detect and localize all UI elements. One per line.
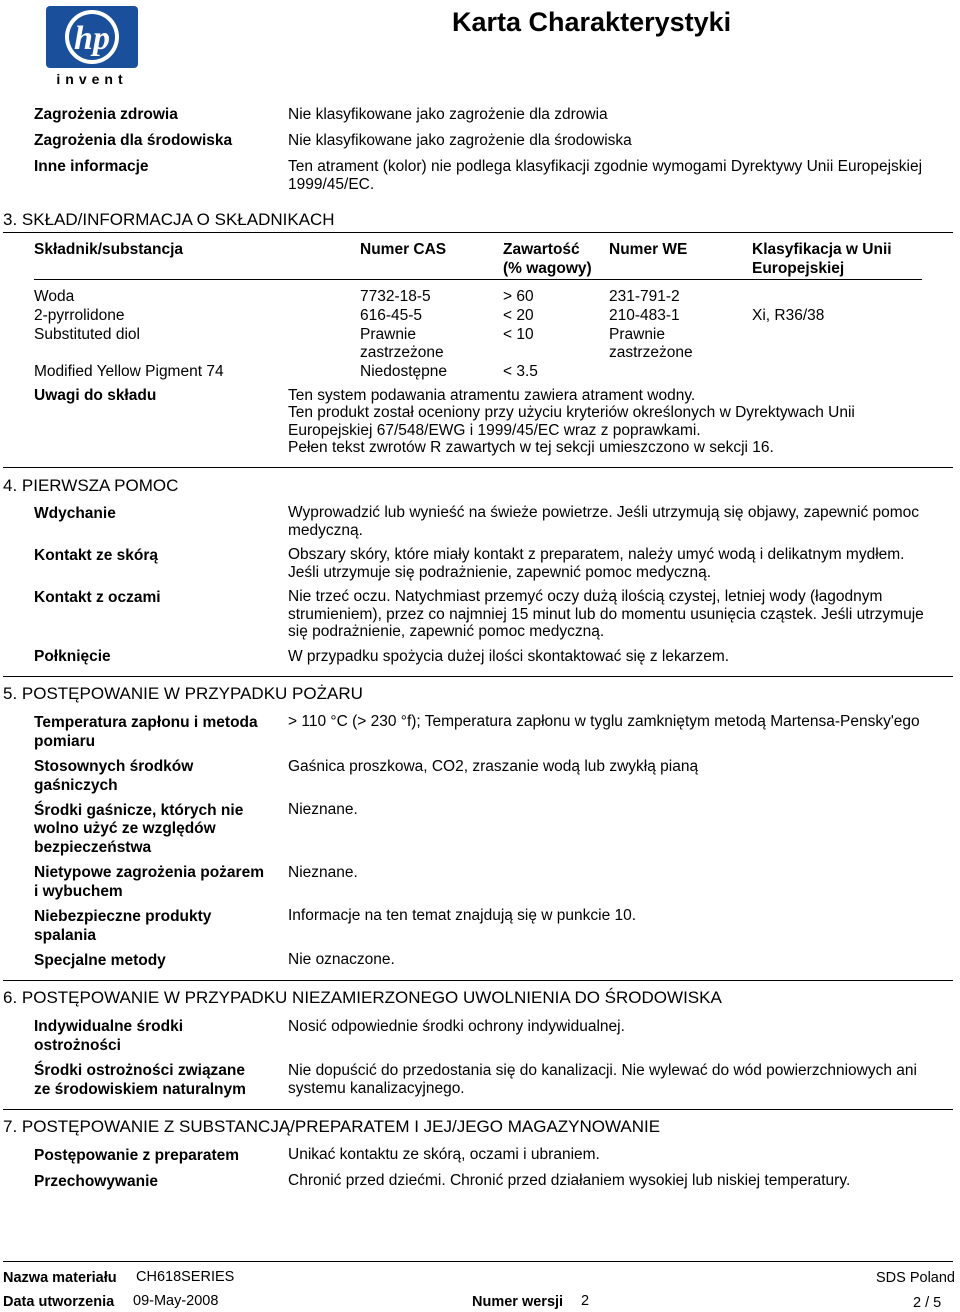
section-7-title: 7. POSTĘPOWANIE Z SUBSTANCJĄ/PREPARATEM I JEJ/JEGO MAGAZYNOWANIE — [3, 1117, 661, 1136]
label-flash-point-2: pomiaru — [34, 733, 96, 750]
cell-content: < 10 — [503, 326, 534, 343]
flash-point-value: > 110 °C (> 230 °f); Temperatura zapłonu w tyglu zamkniętym metodą Martensa-Pensky'ego — [288, 713, 920, 730]
label-unsuitable-extinguishing-3: bezpieczeństwa — [34, 839, 152, 856]
section-6-title: 6. POSTĘPOWANIE W PRZYPADKU NIEZAMIERZONEGO UWOLNIENIA DO ŚRODOWISKA — [3, 988, 722, 1007]
cell-cas: Prawnie — [360, 326, 416, 343]
footer-version-label: Numer wersji — [472, 1294, 564, 1310]
label-ingestion: Połknięcie — [34, 648, 111, 665]
cell-name: Substituted diol — [34, 326, 140, 343]
footer-version-value: 2 — [581, 1293, 590, 1309]
cell-name: Woda — [34, 288, 75, 305]
label-env-hazard: Zagrożenia dla środowiska — [34, 132, 233, 149]
logo-tagline: invent — [56, 71, 128, 86]
label-storage: Przechowywanie — [34, 1173, 159, 1190]
section-5-title: 5. POSTĘPOWANIE W PRZYPADKU POŻARU — [3, 684, 363, 703]
ingestion-text: W przypadku spożycia dużej ilości skontaktować się z lekarzem. — [288, 648, 730, 665]
label-environmental-precautions: Środki ostrożności związane — [34, 1062, 246, 1079]
label-skin-contact: Kontakt ze skórą — [34, 547, 159, 564]
value-other-info-line1: Ten atrament (kolor) nie podlega klasyfikacji zgodnie wymogami Dyrektywy Unii Europejskiej — [288, 158, 923, 175]
label-environmental-precautions-2: ze środowiskiem naturalnym — [34, 1081, 246, 1098]
composition-note: Ten system podawania atramentu zawiera atrament wodny. — [288, 387, 696, 404]
cell-we: Prawnie — [609, 326, 665, 343]
handling-value: Unikać kontaktu ze skórą, oczami i ubraniem. — [288, 1146, 600, 1163]
storage-value: Chronić przed dziećmi. Chronić przed działaniem wysokiej lub niskiej temperatury. — [288, 1172, 851, 1189]
cell-name: 2-pyrrolidone — [34, 307, 125, 324]
inhalation-text: medyczną. — [288, 522, 363, 539]
label-unusual-hazards: Nietypowe zagrożenia pożarem — [34, 864, 264, 881]
environmental-precautions-value: systemu kanalizacyjnego. — [288, 1080, 465, 1097]
footer-page-number: 2 / 5 — [913, 1295, 942, 1311]
section-4-top-rule — [3, 467, 953, 468]
combustion-products-value: Informacje na ten temat znajdują się w punkcie 10. — [288, 907, 637, 924]
section-7-top-rule — [3, 1109, 953, 1110]
cell-content: < 3.5 — [503, 363, 538, 380]
footer-region: SDS Poland — [876, 1270, 955, 1286]
section-5-top-rule — [3, 676, 953, 677]
label-combustion-products-2: spalania — [34, 927, 97, 944]
eye-contact-text: Nie trzeć oczu. Natychmiast przemyć oczy dużą ilością czystej, letniej wody (łagodnym — [288, 588, 883, 605]
cell-we: 231-791-2 — [609, 288, 680, 305]
skin-contact-text: Obszary skóry, które miały kontakt z preparatem, należy umyć wodą i delikatnym mydłem. — [288, 546, 905, 563]
cell-we-line2: zastrzeżone — [609, 344, 693, 361]
cell-cas: Niedostępne — [360, 363, 448, 380]
footer-created-label: Data utworzenia — [3, 1294, 115, 1310]
col-header-content-unit: (% wagowy) — [503, 260, 592, 277]
label-unsuitable-extinguishing-2: wolno użyć ze względów — [34, 820, 216, 837]
value-env-hazard: Nie klasyfikowane jako zagrożenie dla środowiska — [288, 132, 632, 149]
col-header-we: Numer WE — [609, 241, 688, 258]
unusual-hazards-value: Nieznane. — [288, 864, 358, 881]
unsuitable-extinguishing-value: Nieznane. — [288, 801, 358, 818]
cell-we: 210-483-1 — [609, 307, 680, 324]
label-inhalation: Wdychanie — [34, 505, 116, 522]
cell-cas-line2: zastrzeżone — [360, 344, 444, 361]
document-title: Karta Charakterystyki — [452, 7, 732, 37]
inhalation-text: Wyprowadzić lub wynieść na świeże powietrze. Jeśli utrzymują się objawy, zapewnić pomoc — [288, 504, 920, 521]
label-suitable-extinguishing-2: gaśniczych — [34, 777, 118, 794]
environmental-precautions-value: Nie dopuścić do przedostania się do kanalizacji. Nie wylewać do wód powierzchniowych ani — [288, 1062, 917, 1079]
skin-contact-text: Jeśli utrzymuje się podrażnienie, zapewnić pomoc medyczną. — [288, 564, 712, 581]
label-composition-notes: Uwagi do składu — [34, 387, 157, 404]
eye-contact-text: strumieniem), przez co najmniej 15 minut lub do momentu usunięcia cząstek. Jeśli utrzymuje — [288, 606, 924, 623]
suitable-extinguishing-value: Gaśnica proszkowa, CO2, zraszanie wodą lub zwykłą pianą — [288, 758, 699, 775]
value-health-hazard: Nie klasyfikowane jako zagrożenie dla zdrowia — [288, 106, 608, 123]
label-suitable-extinguishing: Stosownych środków — [34, 758, 194, 775]
composition-note: Pełen tekst zwrotów R zawartych w tej sekcji umieszczono w sekcji 16. — [288, 439, 774, 456]
composition-note: Europejskiej 67/548/EWG i 1999/45/EC wraz z poprawkami. — [288, 422, 701, 439]
special-methods-value: Nie oznaczone. — [288, 951, 395, 968]
footer-material-value: CH618SERIES — [136, 1269, 235, 1285]
personal-precautions-value: Nosić odpowiednie środki ochrony indywidualnej. — [288, 1018, 625, 1035]
label-combustion-products: Niebezpieczne produkty — [34, 908, 212, 925]
footer-rule — [3, 1261, 953, 1262]
cell-cas: 7732-18-5 — [360, 288, 431, 305]
label-handling: Postępowanie z preparatem — [34, 1147, 240, 1164]
value-other-info-line2: 1999/45/EC. — [288, 176, 375, 193]
eye-contact-text: się podrażnienie, zapewnić pomoc medyczną. — [288, 623, 605, 640]
footer-created-value: 09-May-2008 — [133, 1293, 219, 1309]
cell-content: > 60 — [503, 288, 534, 305]
label-personal-precautions-2: ostrożności — [34, 1037, 121, 1054]
logo-mark: hp — [74, 20, 110, 57]
footer-material-label: Nazwa materiału — [3, 1270, 117, 1286]
label-unsuitable-extinguishing: Środki gaśnicze, których nie — [34, 802, 244, 819]
label-eye-contact: Kontakt z oczami — [34, 589, 161, 606]
label-unusual-hazards-2: i wybuchem — [34, 883, 123, 900]
col-header-class-2: Europejskiej — [752, 260, 845, 277]
label-special-methods: Specjalne metody — [34, 952, 166, 969]
section-3-rule — [3, 232, 953, 233]
col-header-content: Zawartość — [503, 241, 580, 258]
section-4-title: 4. PIERWSZA POMOC — [3, 476, 179, 495]
cell-name: Modified Yellow Pigment 74 — [34, 363, 224, 380]
hp-logo — [44, 6, 140, 86]
label-flash-point: Temperatura zapłonu i metoda — [34, 714, 258, 731]
label-other-info: Inne informacje — [34, 158, 149, 175]
label-health-hazard: Zagrożenia zdrowia — [34, 106, 178, 123]
label-personal-precautions: Indywidualne środki — [34, 1018, 183, 1035]
cell-cas: 616-45-5 — [360, 307, 423, 324]
col-header-class: Klasyfikacja w Unii — [752, 241, 892, 258]
composition-note: Ten produkt został oceniony przy użyciu kryteriów określonych w Dyrektywach Unii — [288, 404, 855, 421]
col-header-cas: Numer CAS — [360, 241, 447, 258]
section-6-top-rule — [3, 980, 953, 981]
cell-classification: Xi, R36/38 — [752, 307, 825, 324]
col-header-substance: Składnik/substancja — [34, 241, 184, 258]
section-3-title: 3. SKŁAD/INFORMACJA O SKŁADNIKACH — [3, 210, 335, 229]
table-header-rule — [34, 279, 922, 280]
cell-content: < 20 — [503, 307, 534, 324]
